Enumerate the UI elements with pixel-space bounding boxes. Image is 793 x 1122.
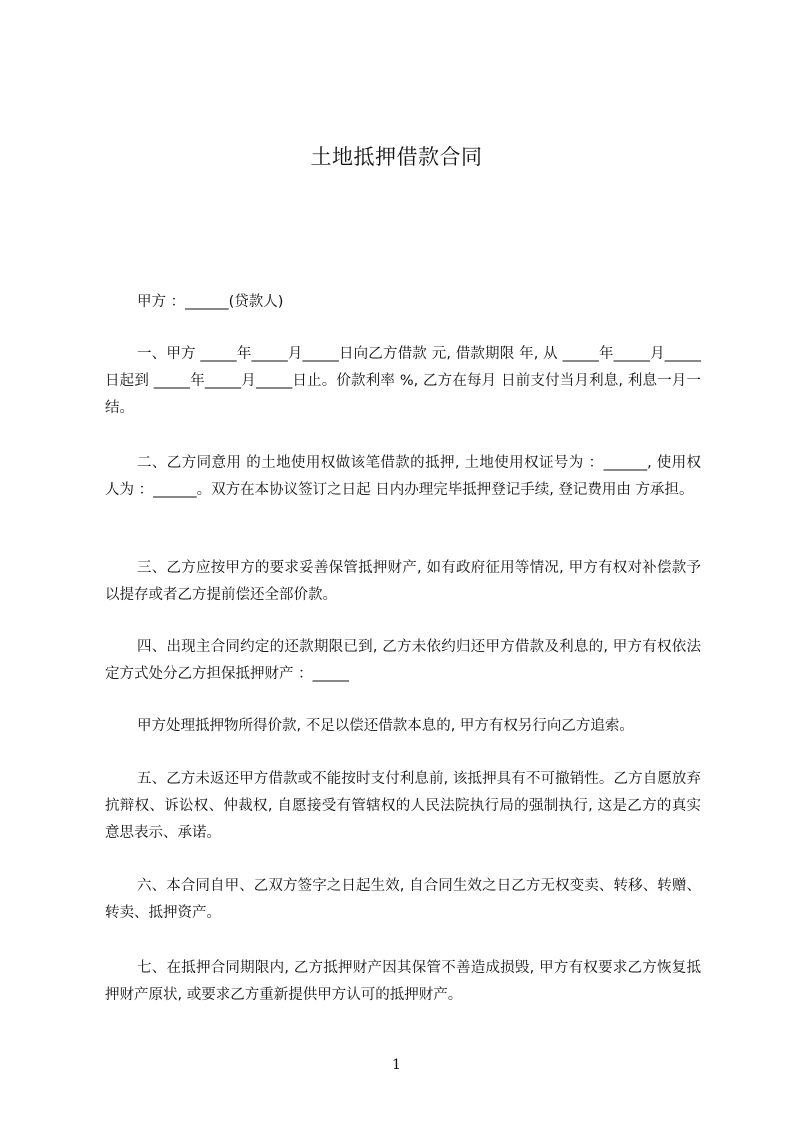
page-number: 1 [392,1057,401,1073]
clause-5: 五、乙方未返还甲方借款或不能按时支付利息前, 该抵押具有不可撤销性。乙方自愿放弃抗辩权、诉讼权、仲裁权, 自愿接受有管辖权的人民法院执行局的强制执行, 这是乙方的真实意思表示、承诺。 [105,771,701,841]
clause-6: 六、本合同自甲、乙双方签字之日起生效, 自合同生效之日乙方无权变卖、转移、转赠、转卖、抵押资产。 [105,878,701,921]
clause-3: 三、乙方应按甲方的要求妥善保管抵押财产, 如有政府征用等情况, 甲方有权对补偿款予以提存或者乙方提前偿还全部价款。 [105,560,701,603]
clause-7: 七、在抵押合同期限内, 乙方抵押财产因其保管不善造成损毁, 甲方有权要求乙方恢复抵押财产原状, 或要求乙方重新提供甲方认可的抵押财产。 [105,960,701,1003]
party-a-line: 甲方 ：______(贷款人) [137,294,284,310]
clause-4-supplement: 甲方处理抵押物所得价款, 不足以偿还借款本息的, 甲方有权另行向乙方追索。 [137,718,634,734]
clause-2: 二、乙方同意用 的土地使用权做该笔借款的抵押, 土地使用权证号为 ：______, 使用权人为 ：______。双方在本协议签订之日起 日内办理完毕抵押登记手续, 登记费用由 方承担。 [105,455,701,498]
clause-4: 四、出现主合同约定的还款期限已到, 乙方未依约归还甲方借款及利息的, 甲方有权依法定方式处分乙方担保抵押财产 ：_____ [105,639,701,682]
clause-1: 一、甲方 _____年_____月_____日向乙方借款 元, 借款期限 年, 从 _____年_____月_____日起到 _____年_____月_____日止。价款利率 %, 乙方在每月 日前支付当月利息, 利息一月一结。 [105,346,701,416]
document-title: 土地抵押借款合同 [310,145,483,169]
